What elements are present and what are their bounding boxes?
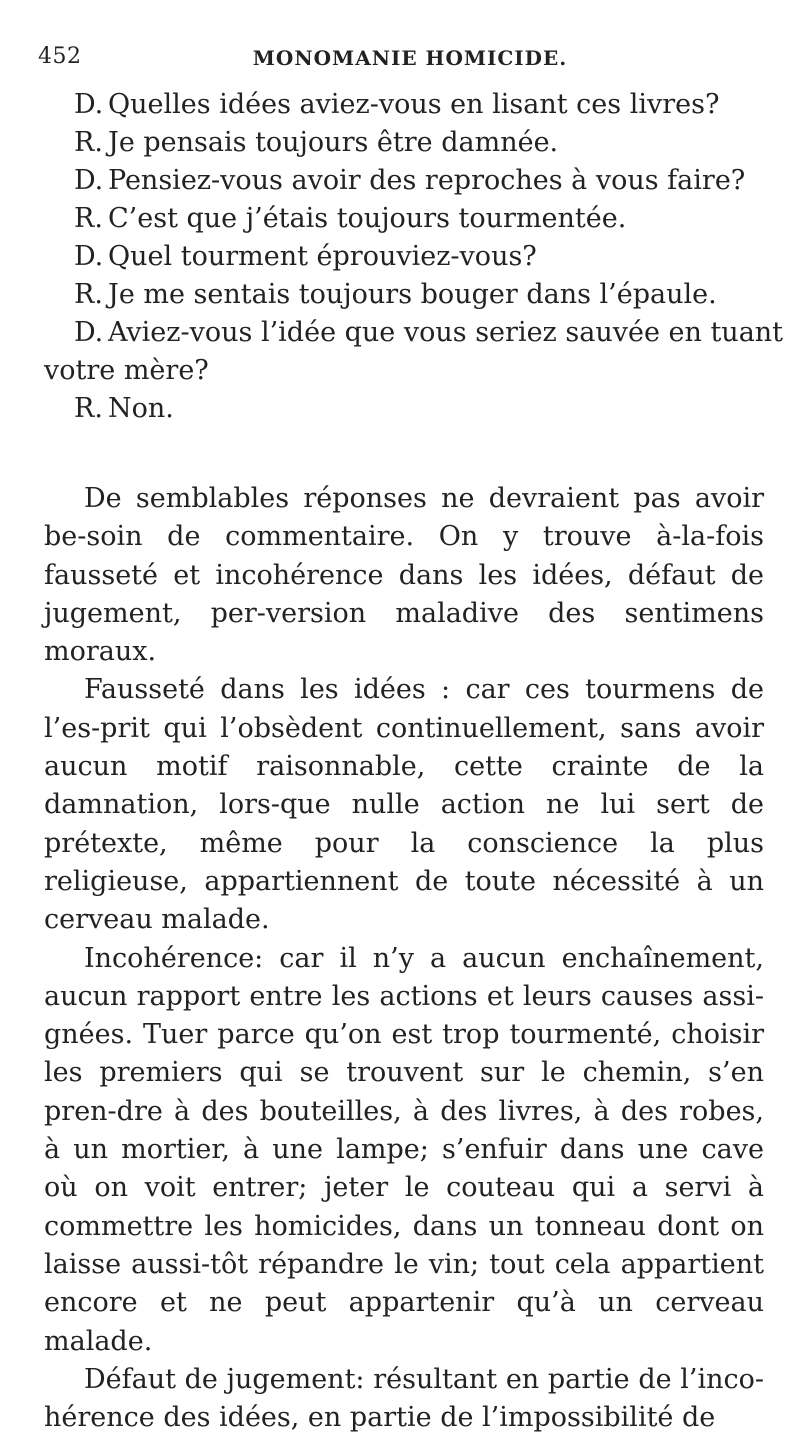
speaker-label: R.: [74, 127, 103, 158]
dialogue-text: Aviez-vous l’idée que vous seriez sauvée en tuant: [108, 317, 784, 348]
page-number: 452: [38, 44, 82, 69]
dialogue-line: [44, 314, 784, 352]
body-text: [44, 480, 764, 1437]
speaker-label: D.: [74, 165, 104, 196]
dialogue-text: Je me sentais toujours bouger dans l’épaule.: [108, 279, 717, 310]
dialogue-text: Non.: [108, 393, 174, 424]
dialogue-line: [44, 124, 759, 162]
speaker-label: D.: [74, 241, 104, 272]
running-head: MONOMANIE HOMICIDE.: [252, 46, 568, 70]
dialogue-text: Pensiez-vous avoir des reproches à vous faire?: [108, 165, 746, 196]
dialogue-text: votre mère?: [44, 355, 209, 386]
paragraph: Défaut de jugement: résultant en partie de l’inco-hérence des idées, en partie de l’impossibilité de: [44, 1363, 764, 1434]
dialogue-line: [44, 238, 759, 276]
dialogue-text: Quelles idées aviez-vous en lisant ces livres?: [108, 89, 720, 120]
dialogue-line: [44, 390, 759, 428]
speaker-label: R.: [74, 393, 103, 424]
dialogue-block: [44, 86, 784, 428]
speaker-label: R.: [74, 203, 103, 234]
speaker-label: R.: [74, 279, 103, 310]
page-header: [30, 44, 790, 74]
dialogue-text: Quel tourment éprouviez-vous?: [108, 241, 537, 272]
dialogue-text: Je pensais toujours être damnée.: [108, 127, 559, 158]
dialogue-continuation: [44, 352, 759, 390]
paragraph: Fausseté dans les idées : car ces tourmens de l’es-prit qui l’obsèdent continuellement, sans avoir aucun motif raisonnable, cette crainte de la damnation, lors-que nulle action ne lui sert de prétexte, même pour la conscience la plus religieuse, appartiennent de toute nécessité à un cerveau malade.: [44, 674, 764, 936]
dialogue-line: [44, 200, 759, 238]
speaker-label: D.: [74, 89, 104, 120]
dialogue-line: [44, 162, 759, 200]
dialogue-line: [44, 276, 759, 314]
dialogue-line: [44, 86, 759, 124]
speaker-label: D.: [74, 317, 104, 348]
paragraph: Incohérence: car il n’y a aucun enchaînement, aucun rapport entre les actions et leurs causes assi-gnées. Tuer parce qu’on est trop tourmenté, choisir les premiers qui se trouvent sur le chemin, s’en pren-dre à des bouteilles, à des livres, à des robes, à un mortier, à une lampe; s’enfuir dans une cave où on voit entrer; jeter le couteau qui a servi à commettre les homicides, dans un tonneau dont on laisse aussi-tôt répandre le vin; tout cela appartient encore et ne peut appartenir qu’à un cerveau malade.: [44, 942, 764, 1357]
dialogue-text: C’est que j’étais toujours tourmentée.: [108, 203, 627, 234]
paragraph: De semblables réponses ne devraient pas avoir be-soin de commentaire. On y trouve à-la-fois fausseté et incohérence dans les idées, défaut de jugement, per-version maladive des sentimens moraux.: [44, 483, 764, 668]
